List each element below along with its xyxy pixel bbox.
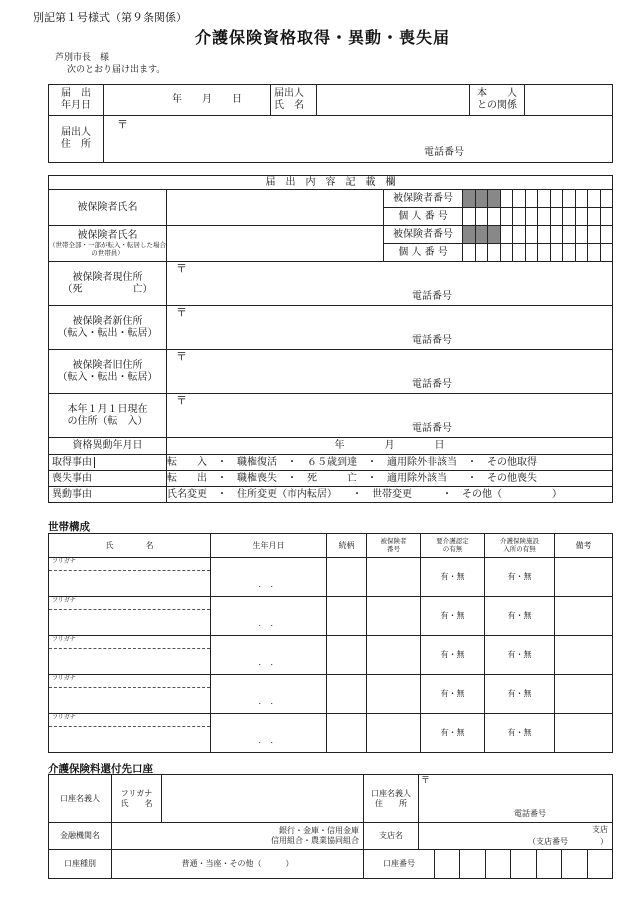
care-cert-choice[interactable]: 有・無 <box>421 675 485 714</box>
insured-number-field[interactable] <box>367 636 421 675</box>
acquisition-reasons[interactable]: 転 入 ・ 職権復活 ・ ６５歳到達 ・ 適用除外非該当 ・ その他取得 <box>167 455 613 471</box>
form-title: 介護保険資格取得・異動・喪失届 <box>195 28 451 47</box>
care-cert-choice[interactable]: 有・無 <box>421 597 485 636</box>
remarks-field[interactable] <box>555 675 613 714</box>
addressee: 芦別市長 様 <box>55 53 110 63</box>
facility-choice[interactable]: 有・無 <box>485 558 555 597</box>
relation-field[interactable] <box>327 597 367 636</box>
insured-number-field[interactable] <box>367 558 421 597</box>
insured-name-field[interactable] <box>167 190 384 226</box>
facility-choice[interactable]: 有・無 <box>485 636 555 675</box>
jan1-address-field[interactable] <box>167 394 613 438</box>
change-date-label: 資格異動年月日 <box>49 438 167 455</box>
details-header: 届 出 内 容 記 載 欄 <box>49 176 613 190</box>
household-section-title: 世帯構成 <box>48 521 90 533</box>
change-date-field[interactable]: 年 月 日 <box>167 438 613 455</box>
birthdate-field[interactable]: ． ． <box>211 636 327 675</box>
remarks-field[interactable] <box>555 558 613 597</box>
old-address-field[interactable] <box>167 350 613 394</box>
member-name-field[interactable] <box>49 649 211 675</box>
insured-name-2-label: 被保険者氏名 （世帯全部・一部が転入・転居した場合の世帯員） <box>49 226 167 262</box>
birthdate-field[interactable]: ． ． <box>211 558 327 597</box>
insured-name-2-field[interactable] <box>167 226 384 262</box>
bank-types[interactable]: 銀行・金庫・信用金庫 信用組合・農業協同組合 <box>112 823 364 850</box>
insured-number-2-label: 被保険者番号 <box>384 226 463 244</box>
filer-address-label: 届出人 住 所 <box>49 116 104 163</box>
phone-label: 電話番号 <box>514 809 546 818</box>
refund-section-title: 介護保険料還付先口座 <box>48 763 153 775</box>
bank-label: 金融機関名 <box>49 823 112 850</box>
member-name-field[interactable] <box>49 610 211 636</box>
care-cert-choice[interactable]: 有・無 <box>421 558 485 597</box>
furigana-field[interactable]: フリガナ <box>49 675 211 688</box>
intro-text: 次のとおり届け出ます。 <box>67 65 166 75</box>
reason-row <box>49 471 167 487</box>
filer-name-field[interactable] <box>317 85 470 116</box>
holder-address-field[interactable] <box>419 775 613 823</box>
insured-name-label: 被保険者氏名 <box>49 190 167 226</box>
filer-table <box>48 84 613 163</box>
furigana-field[interactable]: フリガナ <box>49 714 211 727</box>
postal-mark: 〒 <box>176 350 187 363</box>
col-insured-number: 被保険者 番号 <box>367 534 421 558</box>
account-number-boxes[interactable] <box>435 850 613 879</box>
new-address-label: 被保険者新住所 （転入・転出・転居） <box>49 306 167 350</box>
household-row <box>48 674 613 714</box>
facility-choice[interactable]: 有・無 <box>485 597 555 636</box>
remarks-field[interactable] <box>555 714 613 753</box>
col-care-cert: 要介護認定 の有無 <box>421 534 485 558</box>
current-address-label: 被保険者現住所 （死 亡） <box>49 262 167 306</box>
relation-field[interactable] <box>327 636 367 675</box>
member-name-field[interactable] <box>49 727 211 753</box>
postal-mark: 〒 <box>117 118 128 131</box>
facility-choice[interactable]: 有・無 <box>485 675 555 714</box>
branch-label: 支店名 <box>364 823 419 850</box>
relation-label: 本 人 との関係 <box>470 85 525 116</box>
phone-label: 電話番号 <box>424 147 464 158</box>
personal-number-2-label: 個 人 番 号 <box>384 244 463 262</box>
household-row <box>48 596 613 636</box>
relation-field[interactable] <box>327 558 367 597</box>
phone-label: 電話番号 <box>412 423 452 434</box>
postal-mark: 〒 <box>176 262 187 275</box>
household-row <box>48 557 613 597</box>
furigana-field[interactable]: フリガナ <box>49 558 211 571</box>
change-reasons[interactable]: 氏名変更 ・ 住所変更（市内転居） ・ 世帯変更 ・ その他（ ） <box>167 487 613 503</box>
new-address-field[interactable] <box>167 306 613 350</box>
filing-date-label: 届 出 年月日 <box>49 85 104 116</box>
postal-mark: 〒 <box>176 394 187 407</box>
remarks-field[interactable] <box>555 636 613 675</box>
current-address-field[interactable] <box>167 262 613 306</box>
col-birthdate: 生年月日 <box>211 534 327 558</box>
insured-number-label: 被保険者番号 <box>384 190 463 208</box>
member-name-field[interactable] <box>49 571 211 597</box>
member-name-field[interactable] <box>49 688 211 714</box>
care-cert-choice[interactable]: 有・無 <box>421 636 485 675</box>
jan1-address-label: 本年１月１日現在 の住所（転 入） <box>49 394 167 438</box>
branch-number: （支店番号 ） <box>528 837 608 846</box>
holder-address-label: 口座名義人 住 所 <box>364 775 419 823</box>
branch-suffix: 支店 <box>592 825 608 834</box>
insured-number-field[interactable] <box>367 714 421 753</box>
filing-date-field[interactable]: 年 月 日 <box>104 85 271 116</box>
household-table <box>48 533 613 558</box>
col-facility: 介護保険施設 入所の有無 <box>485 534 555 558</box>
col-relation: 続柄 <box>327 534 367 558</box>
filer-address-field[interactable] <box>104 116 613 163</box>
old-address-label: 被保険者旧住所 （転入・転出・転居） <box>49 350 167 394</box>
col-name: 氏 名 <box>49 534 211 558</box>
phone-label: 電話番号 <box>412 335 452 346</box>
postal-mark: 〒 <box>176 306 187 319</box>
household-row <box>48 713 613 753</box>
reason-label: 異動事由 <box>52 488 92 500</box>
reason-label: 喪失事由 <box>52 472 92 484</box>
birthdate-field[interactable]: ． ． <box>211 714 327 753</box>
relation-field[interactable] <box>327 675 367 714</box>
holder-name-field[interactable] <box>162 775 364 823</box>
insured-number-field[interactable] <box>367 675 421 714</box>
reason-row <box>49 455 167 471</box>
birthdate-field[interactable]: ． ． <box>211 675 327 714</box>
phone-label: 電話番号 <box>412 379 452 390</box>
reason-label: 取得事由 <box>52 456 92 468</box>
remarks-field[interactable] <box>555 597 613 636</box>
account-type-label: 口座種別 <box>49 850 112 879</box>
col-remarks: 備考 <box>555 534 613 558</box>
account-types[interactable]: 普通・当座・その他（ ） <box>112 850 364 879</box>
household-row <box>48 635 613 675</box>
household-rows <box>48 557 612 753</box>
holder-furigana-label: フリガナ 氏 名 <box>112 775 162 823</box>
postal-mark: 〒 <box>421 776 431 786</box>
branch-field[interactable] <box>419 823 613 850</box>
filer-name-label: 届出人 氏 名 <box>271 85 317 116</box>
insured-number-field[interactable] <box>367 597 421 636</box>
furigana-field[interactable]: フリガナ <box>49 597 211 610</box>
relation-field[interactable] <box>525 85 613 116</box>
form-number: 別記第１号様式（第９条関係） <box>33 11 187 24</box>
refund-table <box>48 774 613 879</box>
personal-number-label: 個 人 番 号 <box>384 208 463 226</box>
furigana-field[interactable]: フリガナ <box>49 636 211 649</box>
facility-choice[interactable]: 有・無 <box>485 714 555 753</box>
details-table <box>48 175 613 503</box>
reason-row <box>49 487 167 503</box>
holder-label: 口座名義人 <box>49 775 112 823</box>
insured-name-2-note: （世帯全部・一部が転入・転居した場合の世帯員） <box>49 240 166 257</box>
relation-field[interactable] <box>327 714 367 753</box>
account-number-label: 口座番号 <box>364 850 435 879</box>
loss-reasons[interactable]: 転 出 ・ 職権喪失 ・ 死 亡 ・ 適用除外該当 ・ その他喪失 <box>167 471 613 487</box>
birthdate-field[interactable]: ． ． <box>211 597 327 636</box>
care-cert-choice[interactable]: 有・無 <box>421 714 485 753</box>
phone-label: 電話番号 <box>412 291 452 302</box>
